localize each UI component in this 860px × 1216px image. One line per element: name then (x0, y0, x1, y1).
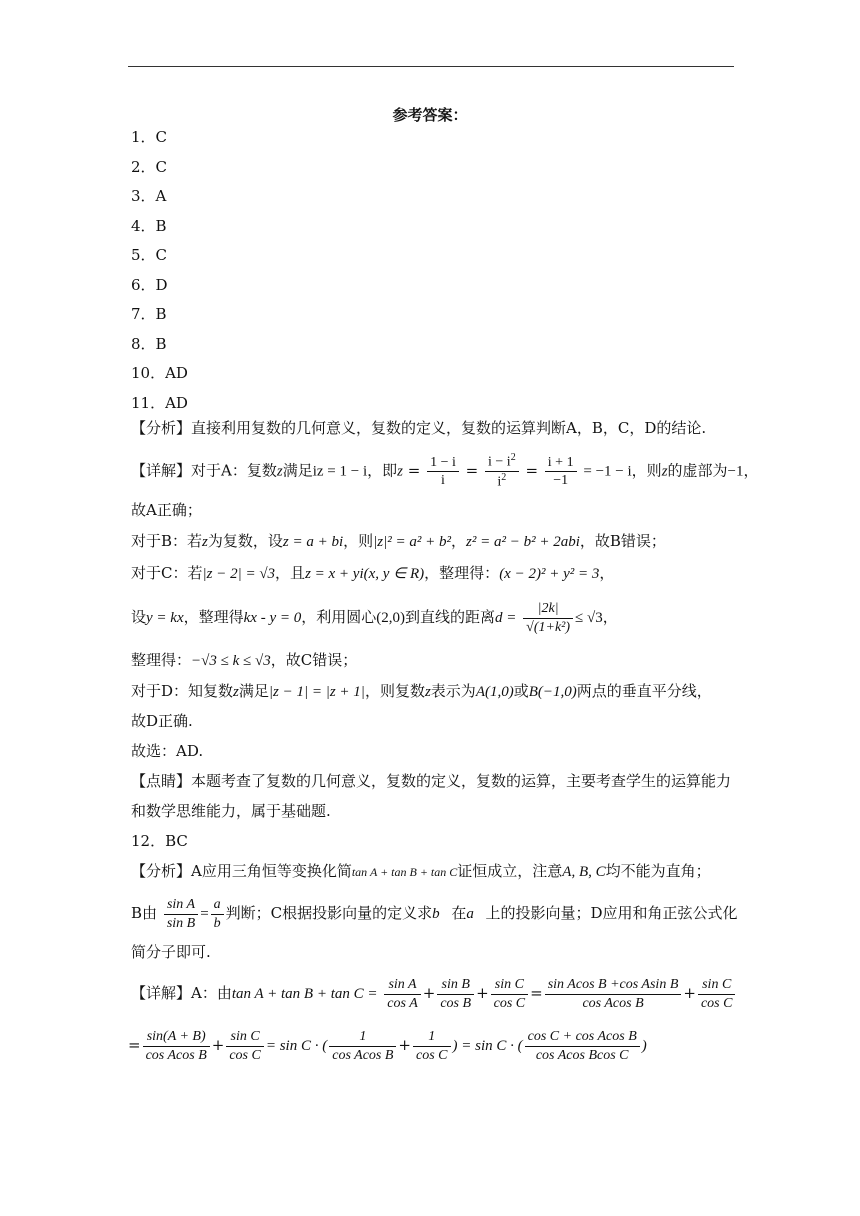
q11-d-correct: 故D正确. (131, 712, 193, 730)
q11-detail-b: 对于B：若z为复数，设z = a + bi，则|z|² = a² + b²，z² = a² − b² + 2abi，故B错误； (131, 532, 666, 550)
q11-analysis: 【分析】直接利用复数的几何意义，复数的定义，复数的运算判断A，B，C，D的结论. (131, 419, 707, 437)
q11-choice: 故选：AD. (131, 742, 204, 760)
q11-detail-c2: 设y = kx，整理得kx - y = 0，利用圆心(2,0)到直线的距离d = $\frac{|2k|}{\text{√(1+k²)}}$ ≤ √3， (131, 601, 618, 635)
q11-detail-d: 对于D：知复数z满足|z − 1| = |z + 1|，则复数z表示为A(1,0)或B(−1,0)两点的垂直平分线， (131, 682, 712, 700)
q11-detail-c3: 整理得：−√3 ≤ k ≤ √3，故C错误； (131, 651, 358, 669)
answer-item: 7．B (131, 305, 167, 323)
q12-analysis-cont: 简分子即可. (131, 943, 211, 961)
answer-item: 3．A (131, 187, 167, 205)
q11-detail-c: 对于C：若|z − 2| = √3，且z = x + yi(x, y ∈ R)，整理得：(x − 2)² + y² = 3， (131, 564, 615, 582)
answer-item: 2．C (131, 158, 168, 176)
q12-analysis-b: B由 $\frac{\text{sin A}}{\text{sin B}}$ = $\frac{a}{b}$ 判断；C根据投影向量的定义求b⃗在a⃗上的投影向量；D应用和角正弦公式化 (131, 897, 738, 931)
q11-detail-a: 【详解】对于A：复数z满足iz = 1 − i，即z = $\frac{1 - i}{i}$ = $\frac{i - i^2}{i^2}$ = $\frac{i + 1}{-1}$ = −1 − i，则z的虚部为−1， (131, 452, 759, 490)
answer-item: 1．C (131, 128, 168, 146)
page-title: 参考答案： (392, 106, 468, 124)
answer-item: 4．B (131, 217, 167, 235)
q12-detail-a2: = $\frac{\sin(A + B)}{\text{cos Acos B}}$ + $\frac{\text{sin C}}{\text{cos C}}$ = sin C · ( $\frac{1}{\text{cos Acos B}}$ + $\frac{1}{\text{cos C}}$ ) = sin C · ( $\frac{\text{cos C + cos Acos B}}{\text{cos Acos Bcos C}}$ ) (128, 1029, 647, 1063)
answer-item: 5．C (131, 246, 168, 264)
answer-item: 8．B (131, 335, 167, 353)
top-rule (128, 66, 734, 67)
q12-analysis: 【分析】A应用三角恒等变换化简tan A + tan B + tan C证恒成立，注意A, B, C均不能为直角； (131, 862, 711, 880)
answer-item: 10．AD (131, 364, 188, 382)
answer-item: 11．AD (131, 394, 188, 412)
q11-comment: 【点睛】本题考查了复数的几何意义，复数的定义，复数的运算，主要考查学生的运算能力 (131, 772, 732, 790)
q11-comment: 和数学思维能力，属于基础题. (131, 802, 331, 820)
answer-item: 6．D (131, 276, 168, 294)
q11-a-correct: 故A正确； (131, 501, 202, 519)
q12-detail-a: 【详解】A：由tan A + tan B + tan C = $\frac{\text{sin A}}{\text{cos A}}$ + $\frac{\text{sin B}}{\text{cos B}}$ + $\frac{\text{sin C}}{\text{cos C}}$ = $\frac{\text{sin Acos B +cos Asin B}}{\text{cos Acos B}}$ + $\frac{\text{sin C}}{\text{cos C}}$ (131, 976, 736, 1012)
q12-answer: 12．BC (131, 832, 188, 850)
